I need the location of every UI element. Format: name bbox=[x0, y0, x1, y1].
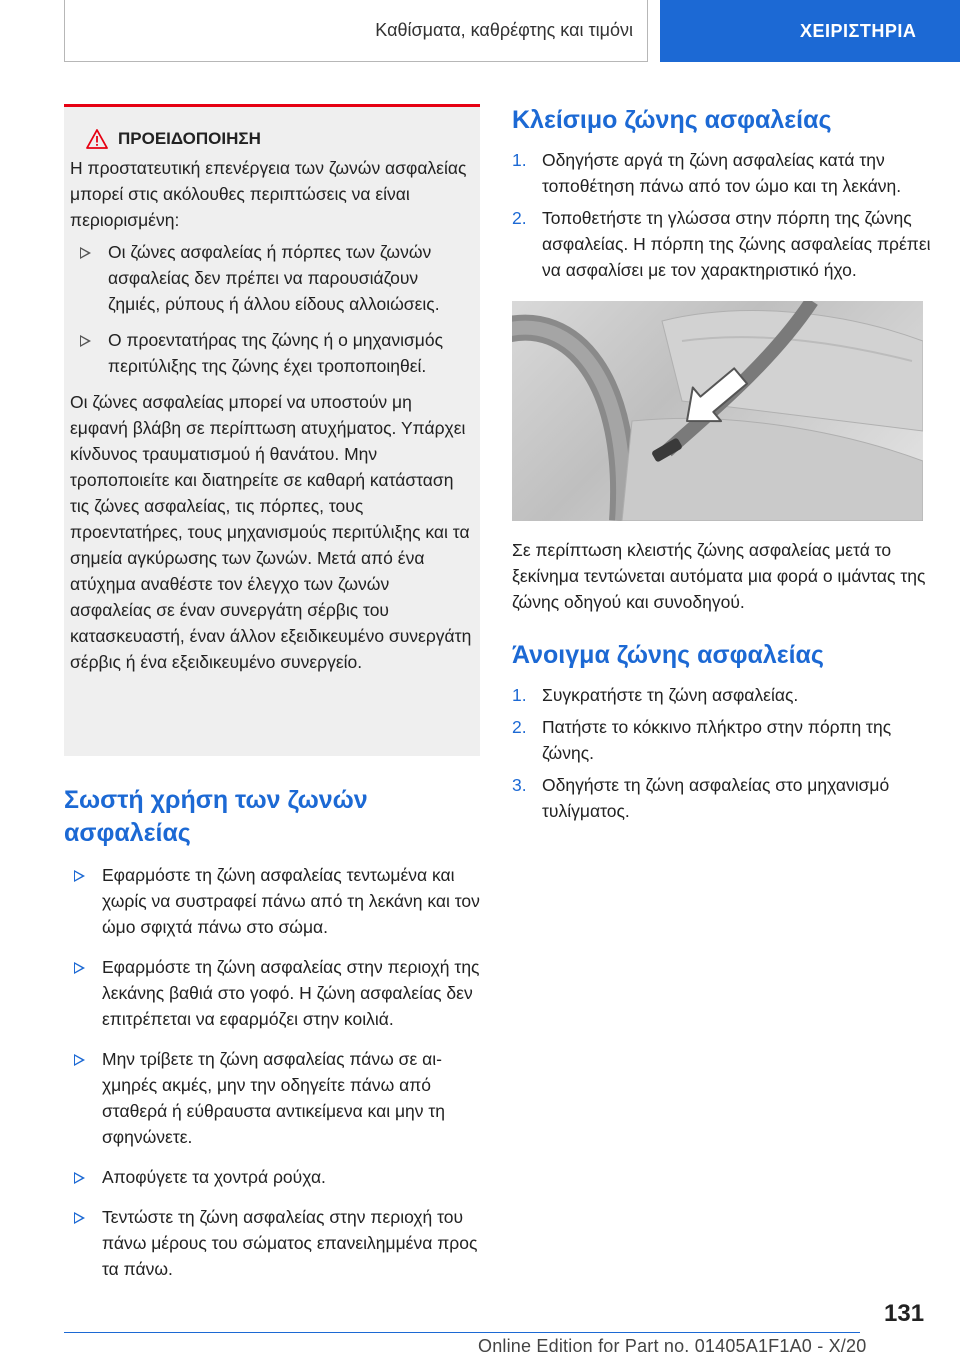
list-item: Μην τρίβετε τη ζώνη ασφαλείας πάνω σε αιχμηρές ακμές, μην την οδηγείτε πάνω από σταθερά ή εύθραυστα αντικείμενα και μην τη σφηνώνετε. bbox=[64, 1046, 484, 1150]
warning-title: ΠΡΟΕΙΔΟΠΟΙΗΣΗ bbox=[118, 129, 261, 148]
list-item: Οι ζώνες ασφαλείας ή πόρπες των ζωνών ασφαλείας δεν πρέπει να παρουσιάζουν ζημιές, ρύπους ή άλλου είδους αλλοιώσεις. bbox=[70, 239, 474, 317]
closing-steps bbox=[512, 147, 932, 283]
step-item: 1. Συγκρατήστε τη ζώνη ασφαλείας. bbox=[512, 682, 932, 708]
list-item: Ο προεντατήρας της ζώνης ή ο μηχανισμός περιτύλιξης της ζώνης έχει τροποποιηθεί. bbox=[70, 327, 474, 379]
chapter-title: Καθίσματα, καθρέφτης και τιμόνι bbox=[375, 20, 633, 40]
warning-box bbox=[64, 104, 480, 756]
triangle-bullet-icon bbox=[74, 1172, 85, 1184]
warning-list bbox=[70, 239, 474, 379]
header-section-tab bbox=[660, 0, 960, 62]
step-item: 2. Πατήστε το κόκκινο πλήκτρο στην πόρπη της ζώνης. bbox=[512, 714, 932, 766]
list-item: Εφαρμόστε τη ζώνη ασφαλείας στην περιοχή της λεκάνης βαθιά στο γοφό. Η ζώνη ασφαλείας δεν επιτρέπεται να εφαρμόζει στην κοιλιά. bbox=[64, 954, 484, 1032]
photo-caption: Σε περίπτωση κλειστής ζώνης ασφαλείας μετά το ξεκίνημα τεντώνεται αυτόματα μια φορά ο ιμάντας της ζώνης οδηγού και συνοδηγού. bbox=[512, 540, 926, 612]
step-number: 1. bbox=[512, 685, 527, 705]
step-number: 2. bbox=[512, 208, 527, 228]
right-column bbox=[512, 104, 932, 830]
triangle-bullet-icon bbox=[80, 247, 91, 259]
list-item: Εφαρμόστε τη ζώνη ασφαλείας τεντωμένα και χωρίς να συστραφεί πάνω από τη λεκάνη και τον ώμο σφιχτά πάνω στο σώμα. bbox=[64, 862, 484, 940]
list-item: Τεντώστε τη ζώνη ασφαλείας στην περιοχή του πάνω μέρους του σώματος επανειλημμένα προς τα πάνω. bbox=[64, 1204, 484, 1282]
section-heading: Άνοιγμα ζώνης ασφαλείας bbox=[512, 641, 824, 669]
opening-steps bbox=[512, 682, 932, 824]
list-item: Αποφύγετε τα χοντρά ρούχα. bbox=[64, 1164, 484, 1190]
triangle-bullet-icon bbox=[80, 335, 91, 347]
seatbelt-buckle-photo bbox=[512, 301, 923, 521]
footer-rule bbox=[64, 1332, 860, 1333]
step-item: 2. Τοποθετήστε τη γλώσσα στην πόρπη της ζώνης ασφαλείας. Η πόρπη της ζώνης ασφαλείας πρέπει να ασφαλίσει με τον χαρακτηριστικό ήχο. bbox=[512, 205, 932, 283]
step-number: 3. bbox=[512, 775, 527, 795]
warning-triangle-icon bbox=[86, 129, 108, 149]
triangle-bullet-icon bbox=[74, 962, 85, 974]
correct-use-list bbox=[64, 862, 484, 1282]
step-number: 2. bbox=[512, 717, 527, 737]
step-item: 1. Οδηγήστε αργά τη ζώνη ασφαλείας κατά την τοποθέτηση πάνω από τον ώμο και τη λεκάνη. bbox=[512, 147, 932, 199]
page-number: 131 bbox=[884, 1300, 925, 1327]
step-item: 3. Οδηγήστε τη ζώνη ασφαλείας στο μηχανισμό τυλίγματος. bbox=[512, 772, 932, 824]
section-heading: Κλείσιμο ζώνης ασφαλείας bbox=[512, 106, 832, 134]
correct-use-section bbox=[64, 784, 484, 1296]
warning-intro: Η προστατευτική επενέργεια των ζωνών ασφαλείας μπορεί στις ακόλουθες περιπτώσεις να είναι περιορισμένη: bbox=[70, 158, 467, 230]
section-heading: Σωστή χρήση των ζωνών ασφαλείας bbox=[64, 786, 368, 847]
warning-header bbox=[86, 129, 474, 149]
triangle-bullet-icon bbox=[74, 1212, 85, 1224]
warning-body: Οι ζώνες ασφαλείας μπορεί να υποστούν μη εμφανή βλάβη σε περίπτωση ατυχήματος. Υπάρχει κίνδυνος τραυματισμού ή θανάτου. Μην τροποποιείτε και διατηρείτε σε καθαρή κατάσταση τις ζώνες ασφαλείας, τις πόρπες, τους προεντατήρες, τους μηχανισμούς περιτύλιξης και τα σημεία αγκύρωσης των ζωνών. Μετά από ένα ατύχημα αναθέστε τον έλεγχο των ζωνών ασφαλείας σε έναν συνεργάτη σέρβις του κατασκευαστή, έναν άλλον εξειδικευμένο συνεργάτη σέρβις ή ένα εξειδικευμένο συνεργείο. bbox=[70, 392, 472, 672]
triangle-bullet-icon bbox=[74, 1054, 85, 1066]
triangle-bullet-icon bbox=[74, 870, 85, 882]
seat-illustration bbox=[512, 301, 923, 521]
section-title: ΧΕΙΡΙΣΤΗΡΙΑ bbox=[800, 20, 917, 41]
step-number: 1. bbox=[512, 150, 527, 170]
footer-edition: Online Edition for Part no. 01405A1F1A0 - X/20 bbox=[478, 1336, 867, 1356]
header-chapter bbox=[64, 0, 648, 62]
